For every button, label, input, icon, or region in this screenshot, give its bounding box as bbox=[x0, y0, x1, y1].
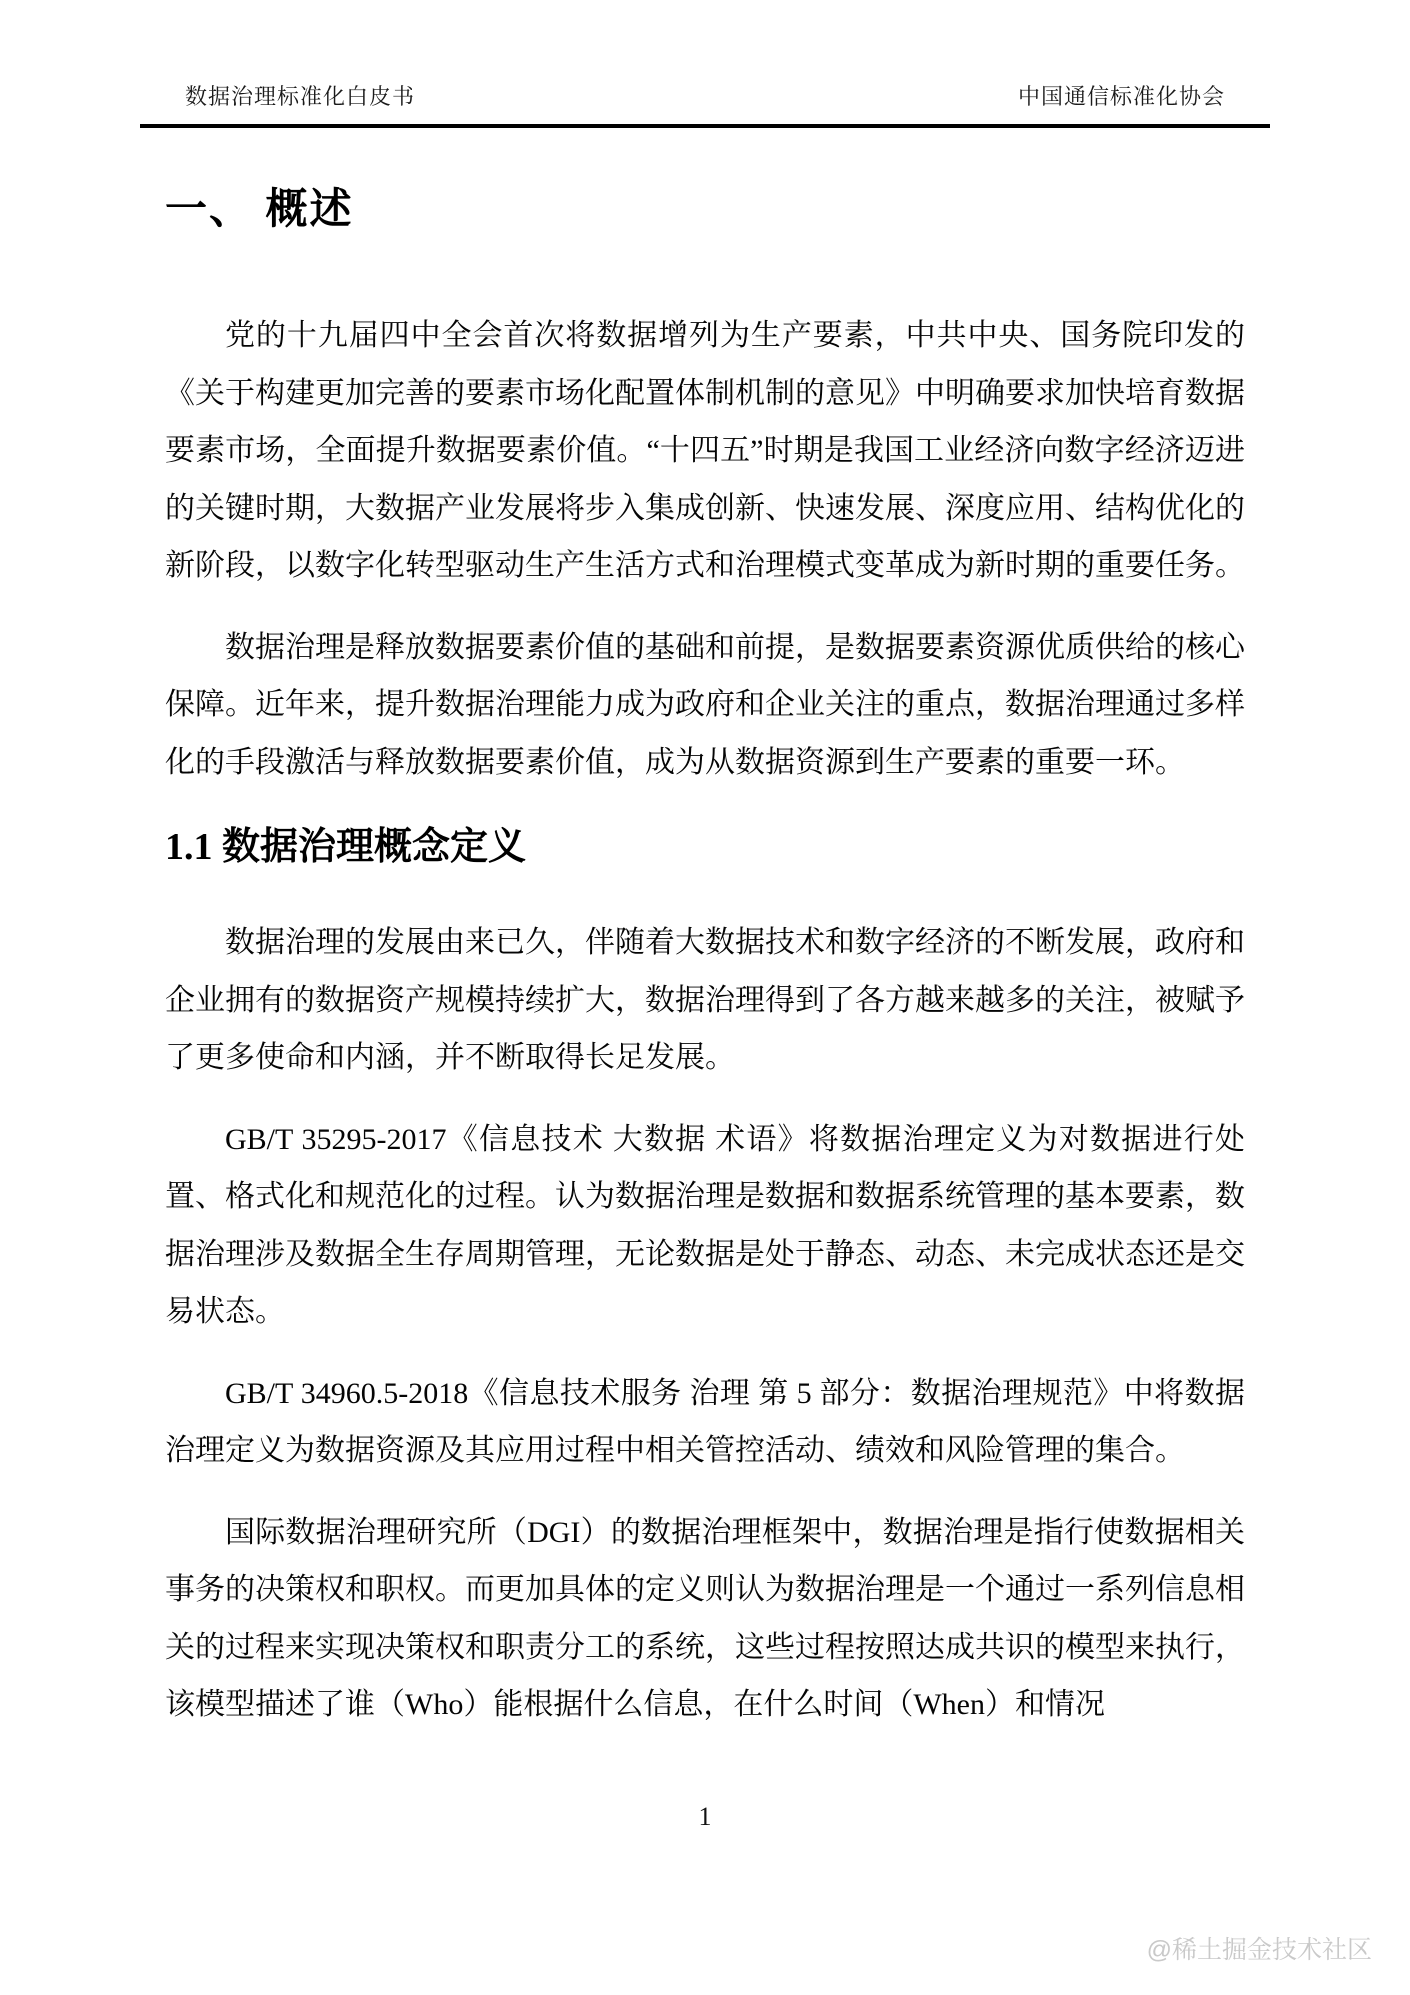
chapter-paragraph: 数据治理是释放数据要素价值的基础和前提，是数据要素资源优质供给的核心保障。近年来，提升数据治理能力成为政府和企业关注的重点，数据治理通过多样化的手段激活与释放数据要素价值，成为从数据资源到生产要素的重要一环。 bbox=[165, 630, 1245, 779]
section-paragraph: 数据治理的发展由来已久，伴随着大数据技术和数字经济的不断发展，政府和企业拥有的数据资产规模持续扩大，数据治理得到了各方越来越多的关注，被赋予了更多使命和内涵，并不断取得长足发展。 bbox=[165, 926, 1245, 1074]
header-document-title: 数据治理标准化白皮书 bbox=[185, 84, 416, 109]
section-paragraph: GB/T 35295-2017《信息技术 大数据 术语》将数据治理定义为对数据进行处置、格式化和规范化的过程。认为数据治理是数据和数据系统管理的基本要素，数据治理涉及数据全生存周期管理，无论数据是处于静态、动态、未完成状态还是交易状态。 bbox=[165, 1122, 1245, 1328]
chapter-heading: 一、 概述 bbox=[165, 187, 354, 233]
page-number: 1 bbox=[698, 1802, 712, 1831]
section-heading: 1.1 数据治理概念定义 bbox=[165, 826, 527, 868]
page-content bbox=[165, 0, 1245, 1758]
section-paragraph: 国际数据治理研究所（DGI）的数据治理框架中，数据治理是指行使数据相关事务的决策权和职权。而更加具体的定义则认为数据治理是一个通过一系列信息相关的过程来实现决策权和职责分工的系统，这些过程按照达成共识的模型来执行，该模型描述了谁（Who）能根据什么信息，在什么时间（When）和情况 bbox=[165, 1515, 1245, 1721]
watermark: @稀土掘金技术社区 bbox=[1146, 1936, 1372, 1964]
section-paragraph: GB/T 34960.5-2018《信息技术服务 治理 第 5 部分：数据治理规范》中将数据治理定义为数据资源及其应用过程中相关管控活动、绩效和风险管理的集合。 bbox=[165, 1376, 1245, 1467]
header-organization: 中国通信标准化协会 bbox=[1017, 84, 1225, 109]
chapter-paragraph: 党的十九届四中全会首次将数据增列为生产要素，中共中央、国务院印发的《关于构建更加完善的要素市场化配置体制机制的意见》中明确要求加快培育数据要素市场，全面提升数据要素价值。“十四五”时期是我国工业经济向数字经济迈进的关键时期，大数据产业发展将步入集成创新、快速发展、深度应用、结构优化的新阶段，以数字化转型驱动生产生活方式和治理模式变革成为新时期的重要任务。 bbox=[165, 319, 1245, 582]
